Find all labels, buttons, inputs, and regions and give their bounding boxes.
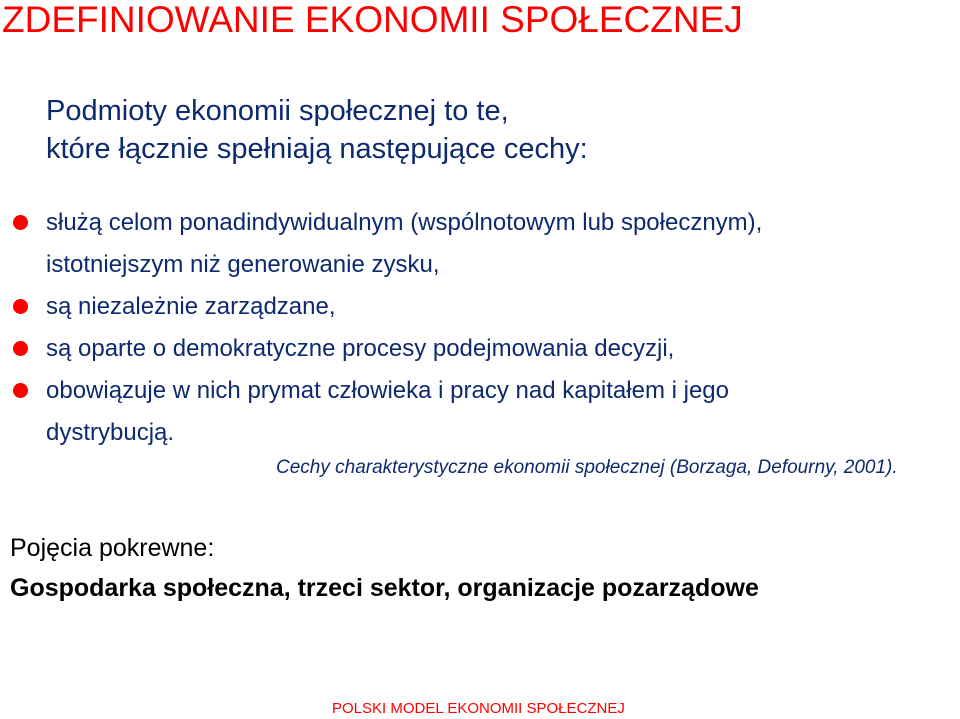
related-label: Pojęcia pokrewne:: [10, 534, 215, 562]
bullet-dot-icon: [13, 215, 28, 230]
bullet-dot-icon: [13, 383, 28, 398]
criteria-item-independence: [0, 286, 960, 328]
criteria-item-line: służą celom ponadindywidualnym (wspólnotowym lub społecznym),: [46, 209, 763, 236]
related-terms: Gospodarka społeczna, trzeci sektor, organizacje pozarządowe: [10, 574, 759, 602]
slide-title: ZDEFINIOWANIE EKONOMII SPOŁECZNEJ: [2, 0, 743, 40]
intro-line-1: Podmioty ekonomii społecznej to te,: [46, 95, 509, 127]
related-concepts: [10, 528, 759, 608]
criteria-item-people-first: [0, 370, 960, 454]
bullet-dot-icon: [13, 341, 28, 356]
citation: Cechy charakterystyczne ekonomii społecznej (Borzaga, Defourny, 2001).: [276, 457, 898, 478]
criteria-item-line: obowiązuje w nich prymat człowieka i pracy nad kapitałem i jego: [46, 377, 729, 404]
criteria-item-line: są niezależnie zarządzane,: [46, 293, 336, 320]
footer-text: POLSKI MODEL EKONOMII SPOŁECZNEJ: [332, 700, 625, 717]
criteria-item-line: są oparte o demokratyczne procesy podejmowania decyzji,: [46, 335, 675, 362]
bullet-dot-icon: [13, 299, 28, 314]
intro-line-2: które łącznie spełniają następujące cechy:: [46, 133, 588, 165]
criteria-item-purpose: [0, 202, 960, 286]
criteria-item-line: dystrybucją.: [46, 419, 175, 446]
intro-text: [46, 92, 588, 168]
criteria-item-line: istotniejszym niż generowanie zysku,: [46, 251, 440, 278]
criteria-item-democracy: [0, 328, 960, 370]
criteria-list: [0, 202, 960, 454]
